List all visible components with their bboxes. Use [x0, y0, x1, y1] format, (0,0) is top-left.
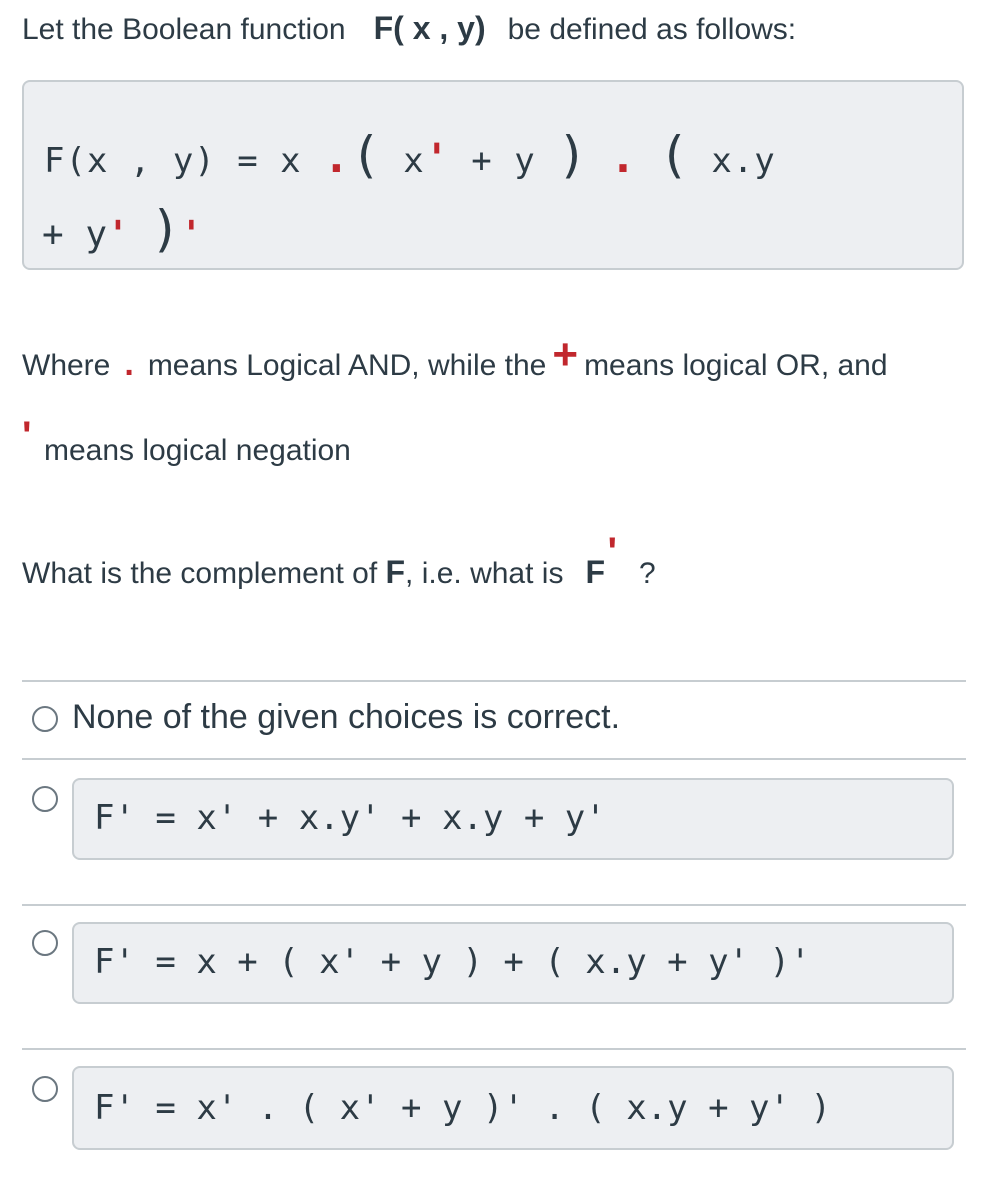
- question-f: F: [385, 554, 406, 590]
- definition-line-1: [44, 126, 776, 184]
- radio-button[interactable]: [32, 706, 58, 732]
- question-lead: What is the complement of: [22, 557, 378, 590]
- intro-line: [22, 10, 796, 47]
- negation-meaning: means logical negation: [44, 434, 351, 467]
- question-text: [22, 530, 656, 591]
- choice-label[interactable]: F' = x + ( x' + y ) + ( x.y + y' )': [94, 942, 811, 982]
- question-fprime: [585, 530, 617, 590]
- choice-label[interactable]: None of the given choices is correct.: [72, 698, 621, 736]
- group2-content: x.y: [711, 141, 776, 181]
- intro-text-after: be defined as follows:: [507, 13, 797, 46]
- intro-text-before: Let the Boolean function: [22, 13, 346, 46]
- function-name: F( x , y): [373, 10, 486, 46]
- definition-box: [22, 80, 964, 270]
- line2-outer-prime: ': [180, 214, 203, 255]
- definition-lhs: F(x , y) = x: [44, 141, 302, 181]
- line2-close-paren: ): [150, 200, 181, 258]
- fprime-mark: ': [607, 530, 617, 574]
- radio-button[interactable]: [32, 1076, 58, 1102]
- open-paren-1: (: [350, 126, 382, 184]
- choice-box[interactable]: [72, 922, 954, 1004]
- or-meaning: means logical OR, and: [584, 349, 888, 382]
- negation-symbol: ': [22, 414, 32, 458]
- radio-button[interactable]: [32, 786, 58, 812]
- legend-line: [22, 330, 888, 386]
- fprime-letter: F: [585, 554, 605, 590]
- choice-label[interactable]: F' = x' + x.y' + x.y + y': [94, 798, 606, 838]
- definition-line-2: [42, 200, 202, 258]
- line2-prime: ': [107, 214, 129, 255]
- legend-where: Where: [22, 349, 111, 382]
- choice-divider: [22, 904, 966, 906]
- group1-prime: ': [424, 136, 450, 182]
- choice-divider: [22, 758, 966, 760]
- line2-plus: +: [42, 214, 64, 255]
- and-symbol: .: [124, 345, 134, 383]
- and-operator-2: .: [609, 132, 638, 183]
- question-mark: ?: [639, 557, 656, 590]
- choice-divider: [22, 680, 966, 682]
- and-operator-1: .: [323, 132, 351, 183]
- choice-divider: [22, 1048, 966, 1050]
- choice-box[interactable]: [72, 778, 954, 860]
- open-paren-2: (: [658, 126, 690, 184]
- group1-x: x: [403, 141, 425, 181]
- line2-y: y: [85, 214, 108, 255]
- or-symbol: +: [552, 330, 579, 379]
- close-paren-1: ): [557, 126, 589, 184]
- question-mid: , i.e. what is: [405, 557, 564, 590]
- group1-rest: + y: [471, 141, 536, 181]
- and-meaning: means Logical AND, while the: [147, 349, 547, 382]
- choice-box[interactable]: [72, 1066, 954, 1150]
- choice-label[interactable]: F' = x' . ( x' + y )' . ( x.y + y' ): [94, 1088, 831, 1128]
- radio-button[interactable]: [32, 930, 58, 956]
